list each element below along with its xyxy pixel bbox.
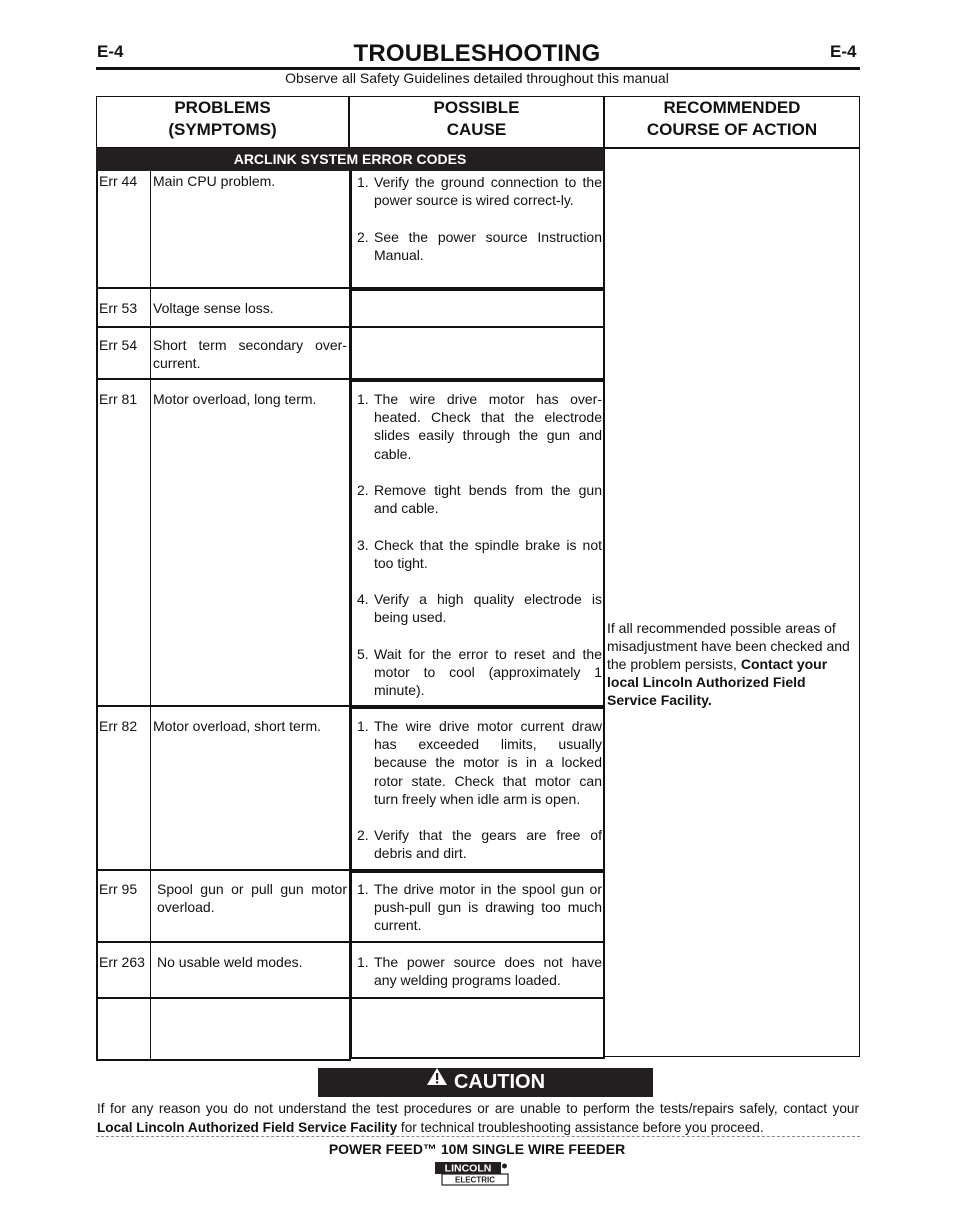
cause-item: 1. The drive motor in the spool gun or push-pull gun is drawing too much current.	[357, 881, 602, 934]
cause-item: 2. See the power source Instruction Manual.	[357, 228, 602, 263]
header-action-line1: RECOMMENDED	[663, 98, 801, 117]
row-divider	[350, 707, 604, 709]
row-divider	[350, 380, 604, 382]
header-cause-line1: POSSIBLE	[433, 98, 520, 117]
cause-list	[357, 953, 602, 989]
problem-text: Short term secondary over-current.	[153, 337, 347, 372]
logo-bottom-text: ELECTRIC	[455, 1175, 495, 1185]
page-subtitle: Observe all Safety Guidelines detailed throughout this manual	[285, 70, 669, 86]
troubleshooting-table	[96, 96, 860, 1061]
table-left-border	[96, 171, 98, 1061]
caution-label: CAUTION	[453, 1071, 546, 1093]
error-code: Err 44	[99, 173, 138, 189]
cause-list	[357, 880, 602, 935]
row-divider	[350, 997, 604, 999]
page-id-right: E-4	[830, 42, 857, 61]
problem-text: Spool gun or pull gun motor overload.	[157, 881, 347, 916]
row-divider	[350, 289, 604, 291]
error-code: Err 81	[99, 391, 138, 407]
row-divider	[96, 997, 350, 999]
cause-item: 2. Remove tight bends from the gun and cable.	[357, 482, 602, 517]
row-divider	[96, 941, 350, 943]
error-code: Err 54	[99, 337, 138, 353]
warning-triangle-icon	[426, 1066, 448, 1095]
cause-column-right-border	[603, 171, 605, 1059]
error-code: Err 53	[99, 300, 138, 316]
row-divider	[96, 287, 350, 289]
row-divider	[96, 378, 350, 380]
problem-text: Motor overload, short term.	[153, 718, 322, 734]
header-problems-line1: PROBLEMS	[174, 98, 271, 117]
row-divider	[350, 941, 604, 943]
cause-item: 2. Verify that the gears are free of debris and dirt.	[357, 827, 602, 862]
cause-item: 1. The power source does not have any welding programs loaded.	[357, 954, 602, 989]
cause-item: 1. The wire drive motor has over-heated. Check that the electrode slides easily through the gun and cable.	[357, 391, 602, 462]
problem-text: Main CPU problem.	[153, 173, 276, 189]
caution-text: If for any reason you do not understand the test procedures or are unable to perform the tests/repairs safely, contact your Local Lincoln Authorized Field Service Facility for technical troubleshooting assistance before you proceed.	[97, 1101, 859, 1135]
page-id-left: E-4	[97, 42, 124, 61]
header-problems-line2: (SYMPTOMS)	[168, 120, 277, 139]
logo-top-text: LINCOLN	[444, 1162, 492, 1175]
caution-banner	[318, 1068, 653, 1097]
cause-list	[357, 717, 602, 863]
footer-rule	[96, 1136, 860, 1137]
header-cause	[349, 96, 604, 148]
cause-item: 5. Wait for the error to reset and the motor to cool (approximately 1 minute).	[357, 645, 602, 699]
problem-text: No usable weld modes.	[157, 954, 303, 970]
header-action	[604, 96, 860, 148]
action-text-normal: If all recommended possible areas of misadjustment have been checked and the problem persists,	[607, 620, 850, 672]
row-divider	[350, 1057, 604, 1059]
problem-text: Motor overload, long term.	[153, 391, 317, 407]
row-divider	[350, 326, 604, 328]
cause-item: 3. Check that the spindle brake is not too tight.	[357, 536, 602, 571]
row-divider	[96, 326, 350, 328]
row-divider	[96, 869, 350, 871]
header-cause-line2: CAUSE	[446, 120, 507, 139]
lincoln-electric-logo	[434, 1161, 510, 1186]
cause-item: 4. Verify a high quality electrode is being used.	[357, 591, 602, 626]
cause-list	[357, 390, 602, 699]
row-divider	[96, 1059, 350, 1061]
cause-list	[357, 173, 602, 264]
caution-text-bold: Local Lincoln Authorized Field Service Facility	[97, 1119, 398, 1135]
cause-item: 1. The wire drive motor current draw has exceeded limits, usually because the motor is in a locked rotor state. Check that motor can turn freely when idle arm is open.	[357, 718, 602, 807]
footer-product-title: POWER FEED™ 10M SINGLE WIRE FEEDER	[328, 1141, 626, 1157]
section-banner: ARCLINK SYSTEM ERROR CODES	[96, 148, 604, 171]
cause-item: 1. Verify the ground connection to the power source is wired correct-ly.	[357, 174, 602, 209]
code-column-divider	[150, 171, 151, 1061]
action-text-bold: Contact your local Lincoln Authorized Field Service Facility.	[607, 656, 828, 708]
error-code: Err 82	[99, 718, 138, 734]
error-code: Err 95	[99, 881, 138, 897]
row-divider	[350, 871, 604, 873]
header-action-line2: COURSE OF ACTION	[646, 120, 818, 139]
action-cell	[604, 148, 860, 1057]
row-divider	[96, 705, 350, 707]
error-code: Err 263	[99, 954, 145, 970]
action-text	[607, 619, 859, 709]
cause-column-left-border	[350, 171, 352, 1059]
page-title: TROUBLESHOOTING	[353, 40, 601, 67]
problem-text: Voltage sense loss.	[153, 300, 274, 316]
header-problems	[96, 96, 349, 148]
